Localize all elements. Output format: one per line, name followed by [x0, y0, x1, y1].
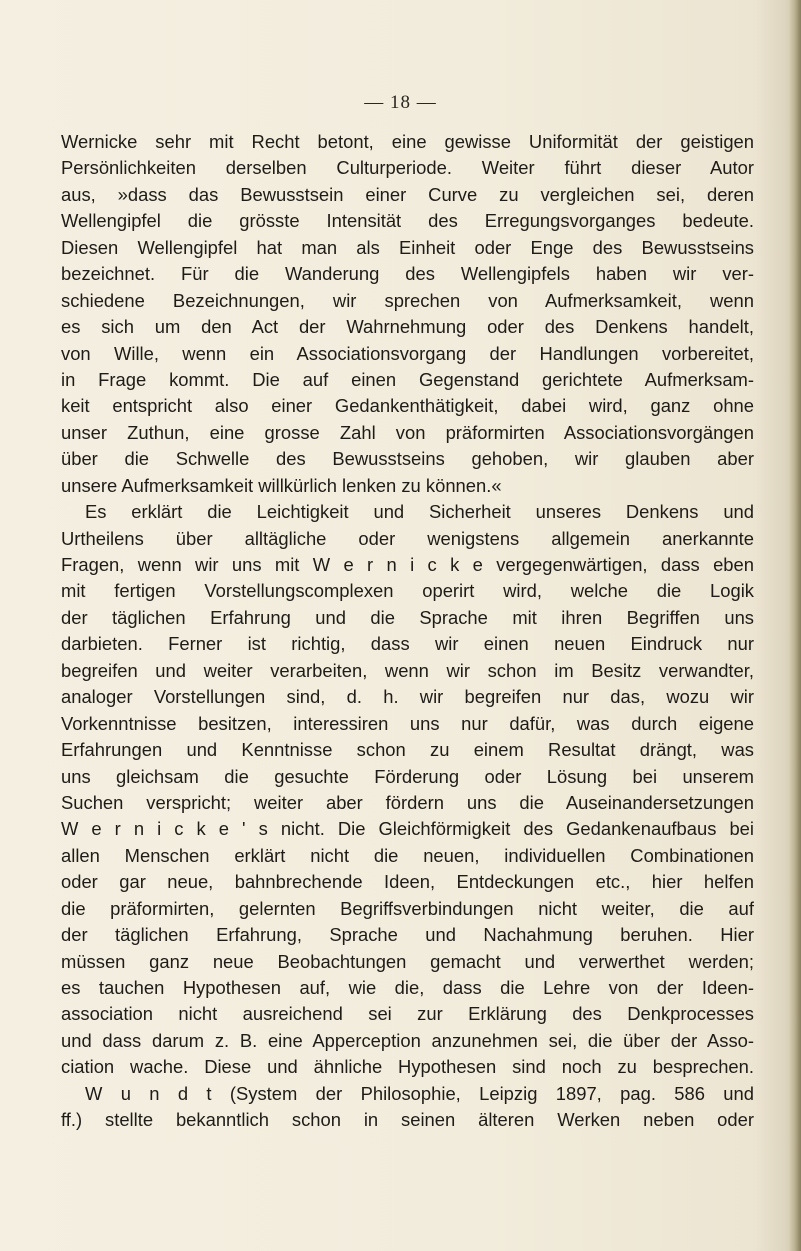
text-line: Suchen verspricht; weiter aber fördern uns die Auseinandersetzungen	[61, 791, 754, 813]
text-line: allen Menschen erklärt nicht die neuen, individuellen Combinationen	[61, 844, 754, 866]
text-line: Erfahrungen und Kenntnisse schon zu einem Resultat drängt, was	[61, 739, 754, 761]
text-line: Wernicke sehr mit Recht betont, eine gewisse Uniformität der geistigen	[61, 131, 754, 152]
text-line: und dass darum z. B. eine Apperception anzunehmen sei, die über der Asso-	[61, 1029, 754, 1051]
text-line: analoger Vorstellungen sind, d. h. wir begreifen nur das, wozu wir	[61, 686, 754, 708]
text-line: W e r n i c k e ' s nicht. Die Gleichförmigkeit des Gedankenaufbaus bei	[61, 818, 754, 840]
text-line: müssen ganz neue Beobachtungen gemacht und verwerthet werden;	[61, 950, 754, 972]
text-line: begreifen und weiter verarbeiten, wenn wir schon im Besitz verwandter,	[61, 659, 754, 681]
text-line: oder gar neue, bahnbrechende Ideen, Entdeckungen etc., hier helfen	[61, 871, 754, 893]
text-line: der täglichen Erfahrung, Sprache und Nachahmung beruhen. Hier	[61, 924, 754, 946]
text-line: aus, »dass das Bewusstsein einer Curve zu vergleichen sei, deren	[61, 183, 754, 205]
page-number: — 18 —	[364, 92, 437, 113]
text-line: in Frage kommt. Die auf einen Gegenstand gerichtete Aufmerksam-	[61, 368, 754, 390]
text-line: mit fertigen Vorstellungscomplexen operirt wird, welche die Logik	[61, 580, 754, 602]
text-line: Persönlichkeiten derselben Culturperiode. Weiter führt dieser Autor	[61, 157, 754, 179]
text-line: uns gleichsam die gesuchte Förderung oder Lösung bei unserem	[61, 765, 754, 787]
text-line: unser Zuthun, eine grosse Zahl von präformirten Associationsvorgängen	[61, 421, 754, 443]
text-line: keit entspricht also einer Gedankenthätigkeit, dabei wird, ganz ohne	[61, 395, 754, 417]
text-line: schiedene Bezeichnungen, wir sprechen von Aufmerksamkeit, wenn	[61, 289, 754, 311]
text-line: Wellengipfel die grösste Intensität des Erregungsvorganges bedeute.	[61, 210, 754, 232]
text-line: unsere Aufmerksamkeit willkürlich lenken zu können.«	[61, 474, 502, 496]
text-line: Diesen Wellengipfel hat man als Einheit oder Enge des Bewusstseins	[61, 236, 754, 258]
text-line: W u n d t (System der Philosophie, Leipzig 1897, pag. 586 und	[85, 1082, 754, 1104]
text-line: über die Schwelle des Bewusstseins gehoben, wir glauben aber	[61, 448, 754, 470]
text-line: von Wille, wenn ein Associationsvorgang der Handlungen vorbereitet,	[61, 342, 754, 364]
text-line: ciation wache. Diese und ähnliche Hypothesen sind noch zu besprechen.	[61, 1056, 754, 1078]
text-line: es sich um den Act der Wahrnehmung oder des Denkens handelt,	[61, 316, 754, 338]
text-line: association nicht ausreichend sei zur Erklärung des Denkprocesses	[61, 1003, 754, 1025]
text-line: Urtheilens über alltägliche oder wenigstens allgemein anerkannte	[61, 527, 754, 549]
text-line: bezeichnet. Für die Wanderung des Wellengipfels haben wir ver-	[61, 263, 754, 285]
text-line: die präformirten, gelernten Begriffsverbindungen nicht weiter, die auf	[61, 897, 754, 919]
text-line: Vorkenntnisse besitzen, interessiren uns nur dafür, was durch eigene	[61, 712, 754, 734]
text-line: Es erklärt die Leichtigkeit und Sicherheit unseres Denkens und	[85, 501, 754, 523]
text-line: der täglichen Erfahrung und die Sprache mit ihren Begriffen uns	[61, 606, 754, 628]
text-line: ff.) stellte bekanntlich schon in seinen älteren Werken neben oder	[61, 1109, 754, 1131]
text-line: es tauchen Hypothesen auf, wie die, dass die Lehre von der Ideen-	[61, 977, 754, 998]
text-line: darbieten. Ferner ist richtig, dass wir einen neuen Eindruck nur	[61, 633, 754, 655]
page-edge	[789, 0, 801, 1251]
text-line: Fragen, wenn wir uns mit W e r n i c k e vergegenwärtigen, dass eben	[61, 554, 754, 575]
body-text	[61, 129, 754, 1134]
